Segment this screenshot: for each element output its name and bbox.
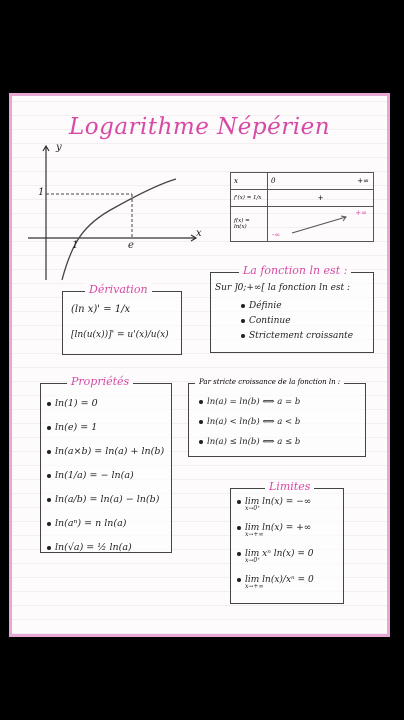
derivation-line2-lhs: [ln(u(x))]' = [71, 330, 125, 340]
table-cell: f(x) = ln(x) [231, 207, 268, 242]
derivation-line2 [71, 330, 169, 340]
limite-expr: lim xⁿ ln(x) = 0 [245, 549, 314, 559]
table-cell-start: 0 [271, 177, 276, 185]
limite-expr: lim ln(x) = +∞ [245, 523, 312, 533]
proprietes-heading: Propriétés [67, 375, 133, 388]
propriete-label: ln(e) = 1 [55, 422, 98, 433]
proprietes-list [47, 392, 164, 560]
limite-item [237, 497, 314, 523]
croissance-item [199, 412, 300, 432]
croissance-label: ln(a) ≤ ln(b) ⟺ a ≤ b [207, 437, 301, 447]
limite-item [237, 575, 314, 601]
croissance-heading: Par stricte croissance de la fonction ln : [195, 378, 344, 386]
propriete-item [47, 512, 164, 536]
table-cell [268, 173, 374, 190]
fonction-item [241, 316, 291, 326]
page-title: Logarithme Népérien [68, 114, 331, 140]
derivation-line2-rhs: u'(x)/u(x) [127, 330, 169, 340]
table-cell [268, 207, 374, 242]
table-cell: x [231, 173, 268, 190]
increase-arrow-icon [290, 213, 350, 235]
croissance-label: ln(a) < ln(b) ⟺ a < b [207, 417, 301, 427]
propriete-label: ln(√a) = ½ ln(a) [55, 542, 132, 553]
table-cell-start: -∞ [272, 231, 281, 239]
limite-expr: lim ln(x) = −∞ [245, 497, 312, 507]
propriete-item [47, 440, 164, 464]
tick-x-1: 1 [72, 240, 79, 251]
y-axis-label: y [56, 142, 62, 153]
propriete-item [47, 464, 164, 488]
limite-sub: x→+∞ [245, 583, 264, 590]
limite-sub: x→0⁺ [245, 557, 261, 564]
table-row [231, 190, 374, 207]
croissance-item [199, 392, 300, 412]
table-cell: f'(x) = 1/x [231, 190, 268, 207]
croissance-list [199, 392, 300, 452]
table-row [231, 207, 374, 242]
propriete-item [47, 488, 164, 512]
tick-x-e: e [128, 240, 134, 251]
fonction-item [241, 331, 353, 341]
limite-item [237, 549, 314, 575]
fonction-item [241, 301, 282, 311]
ln-graph [24, 142, 204, 284]
propriete-label: ln(a/b) = ln(a) − ln(b) [55, 494, 160, 505]
cheat-sheet [9, 93, 390, 637]
fonction-intro: Sur ]0;+∞[ la fonction ln est : [215, 283, 351, 293]
table-cell-end: +∞ [357, 177, 369, 185]
propriete-item [47, 536, 164, 560]
proprietes-box [40, 375, 172, 553]
derivation-box [62, 283, 182, 355]
fonction-item-label: Continue [249, 316, 291, 326]
propriete-item [47, 392, 164, 416]
fonction-box [210, 264, 374, 353]
tick-y-1: 1 [38, 187, 45, 198]
limite-item [237, 523, 314, 549]
propriete-label: ln(1) = 0 [55, 398, 98, 409]
limite-expr: lim ln(x)/xⁿ = 0 [245, 575, 314, 585]
table-cell: + [268, 190, 374, 207]
fonction-heading: La fonction ln est : [239, 264, 351, 277]
table-cell-end: +∞ [355, 209, 367, 217]
limites-list [237, 497, 314, 601]
limite-sub: x→0⁺ [245, 505, 261, 512]
propriete-label: ln(a×b) = ln(a) + ln(b) [55, 446, 165, 457]
croissance-label: ln(a) = ln(b) ⟺ a = b [207, 397, 301, 407]
croissance-box [188, 378, 366, 457]
derivation-line1-rhs: 1/x [114, 304, 131, 315]
fonction-item-label: Strictement croissante [249, 331, 354, 341]
derivation-heading: Dérivation [85, 283, 152, 296]
limites-box [230, 480, 344, 604]
table-row [231, 173, 374, 190]
variation-table [230, 172, 374, 242]
fonction-item-label: Définie [249, 301, 282, 311]
propriete-item [47, 416, 164, 440]
x-axis-label: x [196, 228, 202, 239]
derivation-line1 [71, 304, 130, 315]
croissance-item [199, 432, 300, 452]
derivation-line1-lhs: (ln x)' = [71, 304, 112, 315]
propriete-label: ln(aⁿ) = n ln(a) [55, 518, 127, 529]
propriete-label: ln(1/a) = − ln(a) [55, 470, 134, 481]
limite-sub: x→+∞ [245, 531, 264, 538]
limites-heading: Limites [265, 480, 314, 493]
